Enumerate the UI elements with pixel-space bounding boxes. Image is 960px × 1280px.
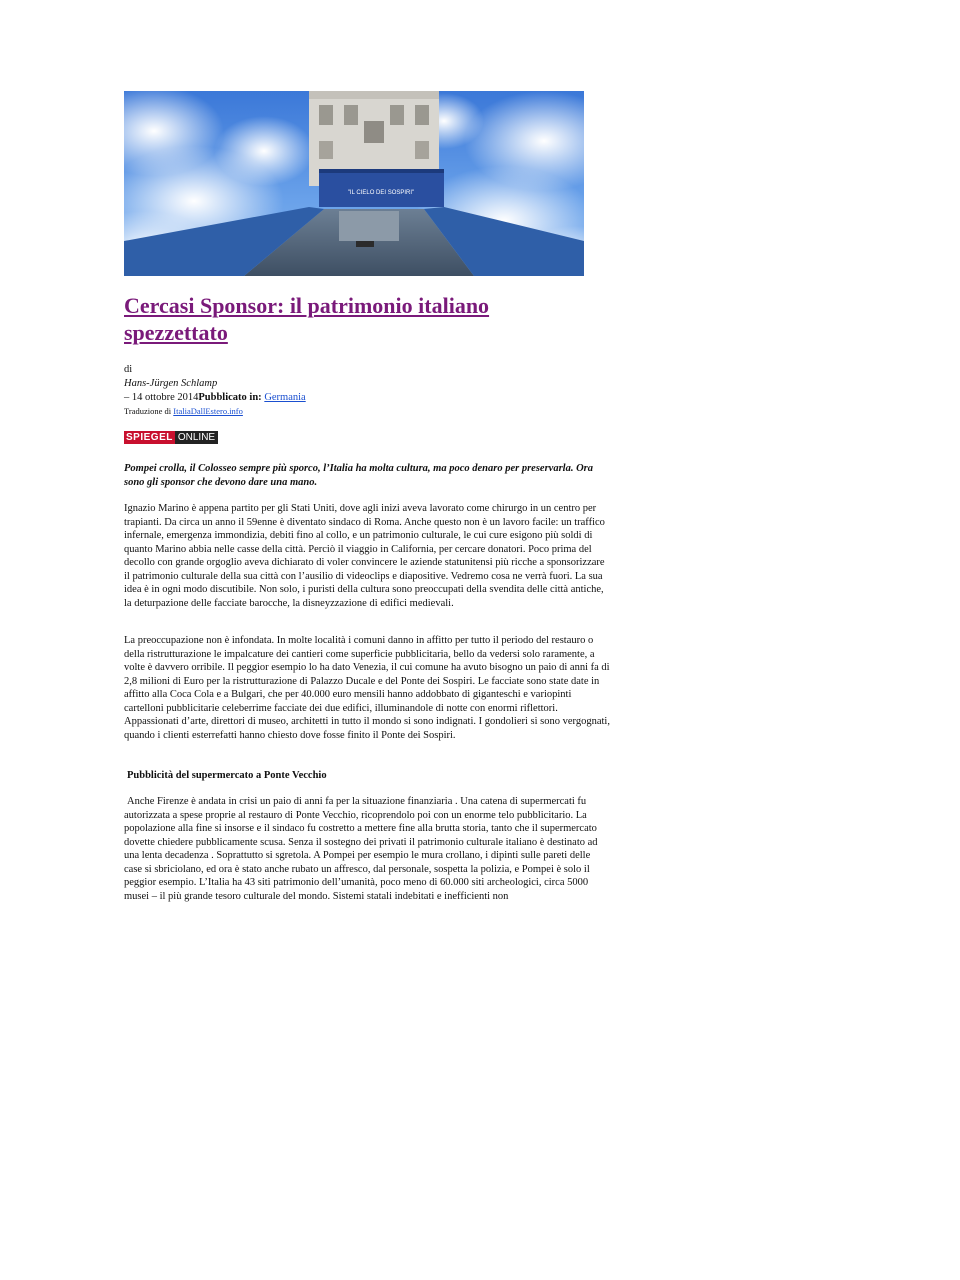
article-lead: Pompei crolla, il Colosseo sempre più sporco, l’Italia ha molta cultura, ma poco denaro per preservarla. Ora sono gli sponsor che devono dare una mano. [124,463,594,488]
spiegel-online-logo [124,431,218,444]
paragraph-3: Anche Firenze è andata in crisi un paio di anni fa per la situazione finanziaria . Una catena di supermercati fu autorizzata a spese proprie al restauro di Ponte Vecchio, ricoprendolo poi con un enorme telo pubblicitario. La popolazione alla fine si insorse e il sindaco fu costretto a mettere fine alla brutta storia, tanto che il supermercato dovette chiedere pubblicamente scusa. Senza il sostegno dei privati il patrimonio culturale italiano è destinato ad una lenta decadenza . Soprattutto si sgretola. A Pompei per esempio le mura crollano, i dipinti sulle pareti delle case si sbriciolano, ed ora è stato anche rubato un affresco, dal personale, sospetta la polizia, e Pompei è solo il peggior esempio. L’Italia ha 43 siti patrimonio dell’umanità, poco meno di 60.000 siti archeologici, circa 5000 musei – il più grande tesoro culturale del mondo. Sistemi statali indebitati e inefficienti non [124,796,598,902]
article-title[interactable]: Cercasi Sponsor: il patrimonio italiano spezzettato [124,293,490,345]
publication-date: – 14 ottobre 2014 [124,392,199,403]
by-label: di [124,364,133,375]
translation-label: Traduzione di [124,406,172,416]
section-subheading: Pubblicità del supermercato a Ponte Vecchio [127,770,327,781]
publication-line [124,391,604,405]
paragraph-1: Ignazio Marino è appena partito per gli Stati Uniti, dove agli inizi aveva lavorato come chirurgo in un centro per trapianti. Da circa un anno il 59enne è diventato sindaco di Roma. Anche questo non è un lavoro facile: un traffico infernale, emergenza immondizia, debiti fino al collo, e un patrimonio culturale, le cui cure esigono più soldi di quanto Marino abbia nelle casse della città. Perciò il viaggio in California, per cercare donatori. Poco prima del decollo con grande orgoglio aveva dichiarato di voler convincere le aziende statunitensi più ricche a sponsorizzare il patrimonio culturale della sua città con l’ausilio di videoclips e diapositive. Vedremo cosa ne verrà fuori. La sua idea è in ogni modo discutibile. Non solo, i puristi della cultura sono preoccupati della svendita delle città antiche, la deturpazione delle facciate barocche, la disneyzzazione di edifici medievali. [124,503,605,609]
banner-text: "IL CIELO DEI SOSPIRI" [347,190,415,196]
translation-link[interactable]: ItaliaDallEstero.info [173,406,243,416]
translation-line [124,405,604,417]
published-link[interactable]: Germania [264,392,306,403]
hero-image [124,91,584,276]
paragraph-2: La preoccupazione non è infondata. In molte località i comuni danno in affitto per tutto il periodo del restauro o della ristrutturazione le impalcature dei cantieri come superficie pubblicitaria, bello da vedersi solo raramente, a volte è davvero orribile. Il peggior esempio lo ha dato Venezia, il cui comune ha avuto bisogno un paio di anni fa di 2,8 milioni di Euro per la ristrutturazione di Palazzo Ducale e del Ponte dei Sospiri. Le facciate sono state date in affitto alla Coca Cola e a Bulgari, che per 40.000 euro mensili hanno addobbato di giganteschi e variopinti cartelloni pubblicitarie celeberrime facciate dei due edifici, illuminandole di notte con enormi riflettori. Appassionati d’arte, direttori di museo, architetti in tutto il mondo si sono indignati. I gondolieri si sono vergognati, quando i clienti esterrefatti hanno chiesto dove fosse finito il Ponte dei Sospiri. [124,635,610,741]
logo-spiegel: SPIEGEL [126,432,173,443]
byline [124,363,604,417]
author-name: Hans-Jürgen Schlamp [124,378,218,389]
published-label: Pubblicato in: [198,392,262,403]
logo-online: ONLINE [175,431,218,444]
